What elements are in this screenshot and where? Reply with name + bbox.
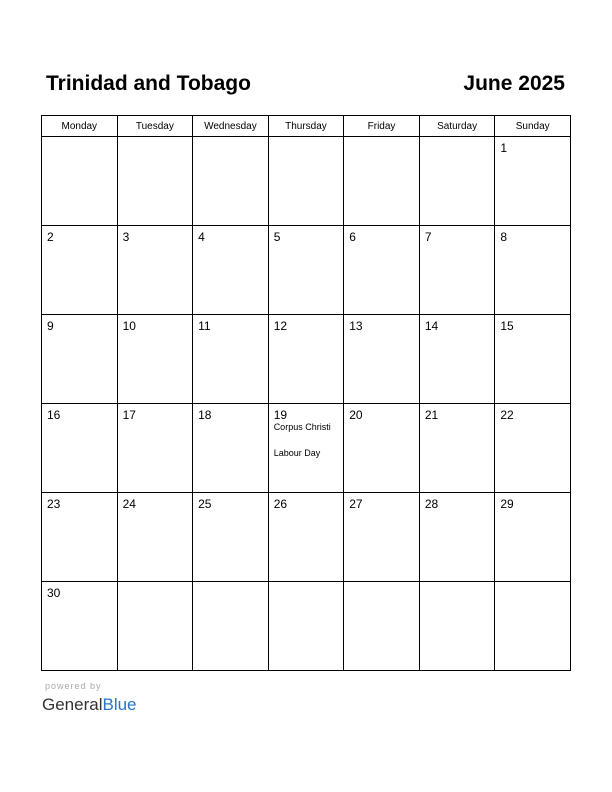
day-number: 24: [122, 497, 136, 511]
day-number: 22: [500, 408, 514, 422]
day-number: 5: [273, 230, 281, 244]
day-cell: [193, 404, 269, 493]
week-row: [42, 226, 571, 315]
day-number: [118, 137, 193, 141]
day-number: 18: [198, 408, 212, 422]
powered-by-text: powered by: [45, 681, 102, 691]
weekday-header: Monday: [42, 116, 118, 137]
day-number: [344, 582, 419, 586]
day-number: [118, 582, 193, 586]
day-cell: [117, 404, 193, 493]
weekday-header-row: [42, 116, 571, 137]
day-cell: [495, 404, 571, 493]
day-cell: [495, 493, 571, 582]
day-number: 30: [47, 586, 61, 600]
week-row: [42, 315, 571, 404]
day-number: [420, 582, 495, 586]
brand-general-text: General: [42, 695, 103, 714]
day-number: [193, 137, 268, 141]
day-cell: [193, 315, 269, 404]
day-cell: [344, 582, 420, 671]
weekday-header: Wednesday: [193, 116, 269, 137]
day-cell: [419, 137, 495, 226]
day-cell: [495, 315, 571, 404]
day-number: 16: [47, 408, 61, 422]
day-cell: [344, 493, 420, 582]
day-number: [269, 582, 344, 586]
day-cell: [344, 315, 420, 404]
day-cell: [193, 493, 269, 582]
day-cell: [193, 582, 269, 671]
day-cell: [419, 493, 495, 582]
day-number: 3: [122, 230, 130, 244]
day-number: 25: [198, 497, 212, 511]
day-number: 26: [273, 497, 288, 511]
day-number: 13: [349, 319, 363, 333]
holiday-label: Labour Day: [273, 448, 321, 458]
day-number: 21: [424, 408, 439, 422]
day-cell: [42, 226, 118, 315]
day-number: 6: [349, 230, 356, 244]
day-number: 17: [122, 408, 136, 422]
week-row: [42, 493, 571, 582]
day-cell: [495, 137, 571, 226]
day-number: 2: [47, 230, 54, 244]
weekday-header: Tuesday: [117, 116, 193, 137]
week-row: [42, 404, 571, 493]
weekday-header: Friday: [344, 116, 420, 137]
day-cell: [42, 137, 118, 226]
day-number: 9: [47, 319, 54, 333]
day-number: [193, 582, 268, 586]
day-cell: [117, 582, 193, 671]
day-number: 7: [424, 230, 432, 244]
day-cell: [42, 582, 118, 671]
day-number: [269, 137, 344, 141]
generalblue-logo[interactable]: [42, 695, 137, 715]
day-cell: [117, 493, 193, 582]
day-number: 15: [500, 319, 514, 333]
weekday-header: Thursday: [268, 116, 344, 137]
day-number: 19: [273, 408, 288, 422]
day-cell: [268, 226, 344, 315]
day-cell: [419, 404, 495, 493]
day-number: 20: [349, 408, 363, 422]
day-cell: [344, 404, 420, 493]
day-number: [344, 137, 419, 141]
week-row: [42, 137, 571, 226]
day-cell: [193, 137, 269, 226]
day-number: 29: [500, 497, 514, 511]
day-cell: [42, 315, 118, 404]
day-cell: [193, 226, 269, 315]
day-cell: [268, 493, 344, 582]
day-number: 12: [273, 319, 288, 333]
day-cell-holiday: [268, 404, 344, 493]
day-cell: [419, 226, 495, 315]
day-cell: [344, 137, 420, 226]
day-number: [420, 137, 495, 141]
day-cell: [42, 404, 118, 493]
day-cell: [268, 315, 344, 404]
day-cell: [495, 582, 571, 671]
day-number: 14: [424, 319, 439, 333]
day-number: 11: [198, 319, 211, 333]
day-cell: [117, 137, 193, 226]
day-number: 10: [122, 319, 136, 333]
day-number: [495, 582, 570, 586]
day-number: 8: [500, 230, 508, 244]
month-year-title: June 2025: [463, 72, 565, 95]
day-cell: [117, 315, 193, 404]
day-cell: [495, 226, 571, 315]
day-cell: [268, 137, 344, 226]
day-cell: [344, 226, 420, 315]
day-cell: [42, 493, 118, 582]
day-number: [42, 137, 117, 141]
country-title: Trinidad and Tobago: [46, 72, 251, 95]
day-number: 28: [424, 497, 439, 511]
day-cell: [419, 315, 495, 404]
calendar-grid: [41, 115, 571, 671]
day-cell: [419, 582, 495, 671]
footer-branding: [42, 681, 137, 715]
brand-blue-text: Blue: [102, 695, 137, 714]
day-number: 1: [500, 141, 508, 155]
holiday-label: Corpus Christi: [273, 422, 331, 432]
day-number: 23: [47, 497, 61, 511]
week-row: [42, 582, 571, 671]
day-number: 4: [198, 230, 205, 244]
day-cell: [268, 582, 344, 671]
day-cell: [117, 226, 193, 315]
weekday-header: Sunday: [495, 116, 571, 137]
day-number: 27: [349, 497, 363, 511]
weekday-header: Saturday: [419, 116, 495, 137]
